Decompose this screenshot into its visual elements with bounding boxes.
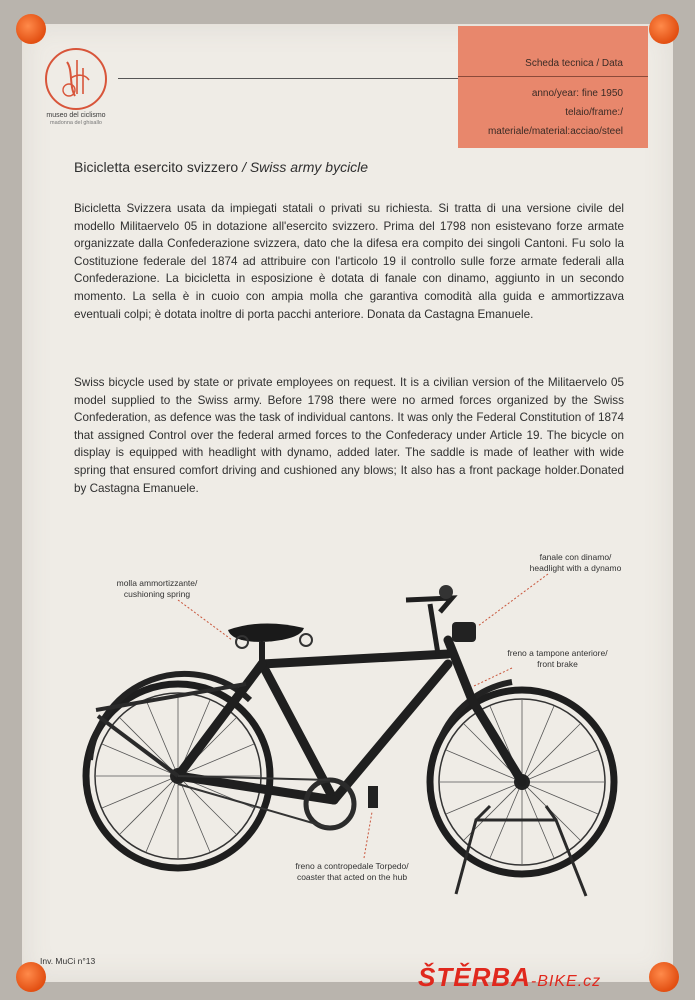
data-material: materiale/material:acciao/steel	[487, 126, 623, 137]
headlight-icon	[452, 622, 476, 642]
inventory-number: Inv. MuCi n°13	[40, 956, 96, 966]
saddle-icon	[228, 623, 304, 642]
annotation-front-brake-en: front brake	[537, 659, 578, 669]
annotation-coaster-en: coaster that acted on the hub	[296, 872, 408, 882]
annotation-front-brake-it: freno a tampone anteriore/	[507, 648, 608, 658]
description-english: Swiss bicycle used by state or private employees on request. It is a civilian version of the Militaervelo 05 model supplied to the Swiss army. Before 1798 there were no armed forces organized by the Swiss Confederation, as defence was the task of individual cantons. It was only the Federal Constitution of 1874 that assigned Control over the federal armed forces to the Confederacy under Article 19. The bicycle on display is equipped with headlight with dynamo, added later. The saddle is made of leather with wide spring that ensured comfort driving and cushioned any blows; It also has a front package holder.Donated by Castagna Emanuele.	[74, 376, 624, 495]
watermark-suffix: -BIKE.cz	[530, 973, 602, 990]
annotation-spring-en: cushioning spring	[123, 589, 191, 599]
description-italian: Bicicletta Svizzera usata da impiegati statali o privati su richiesta. Si tratta di una versione civile del modello Militaervelo 05 in dotazione all'esercito svizzero. Prima del 1798 non esistevano forze armate organizzate dalla Confederazione svizzera, dato che la difesa era compito dei singoli Cantoni. Fu solo la Costituzione federale del 1874 ad attribuire con l'articolo 19 il controllo sulle forze armate federali alla Confederazione. La bicicletta in esposizione è dotata di fanale con dinamo, aggiunto in un secondo momento. La sella è in cuoio con ampia molla che garantiva comodità alla guida e ammortizzava eventuali colpi; è dotata inoltre di porta pacchi anteriore. Donata da Castagna Emanuele.	[74, 202, 624, 321]
handlebar-icon	[406, 598, 452, 654]
annotation-headlight-en: headlight with a dynamo	[529, 563, 622, 573]
logo-name: museo del ciclismo	[46, 112, 106, 119]
data-year: anno/year: fine 1950	[531, 88, 623, 99]
title-italian: Bicicletta esercito svizzero	[74, 159, 239, 175]
watermark-main: ŠTĚRBA	[418, 962, 531, 992]
annotation-leader-lines	[178, 574, 548, 858]
logo-subtitle: madonna del ghisallo	[50, 120, 102, 126]
data-box-title: Scheda tecnica / Data	[525, 58, 623, 69]
title-english: / Swiss army bycicle	[242, 159, 369, 175]
annotation-headlight-it: fanale con dinamo/	[539, 552, 612, 562]
data-frame: telaio/frame:/	[565, 107, 623, 118]
watermark	[418, 962, 601, 993]
annotation-coaster-it: freno a contropedale Torpedo/	[295, 861, 409, 871]
annotation-spring-it: molla ammortizzante/	[116, 578, 198, 588]
bell-icon	[439, 585, 453, 599]
pedal-icon	[368, 786, 378, 808]
